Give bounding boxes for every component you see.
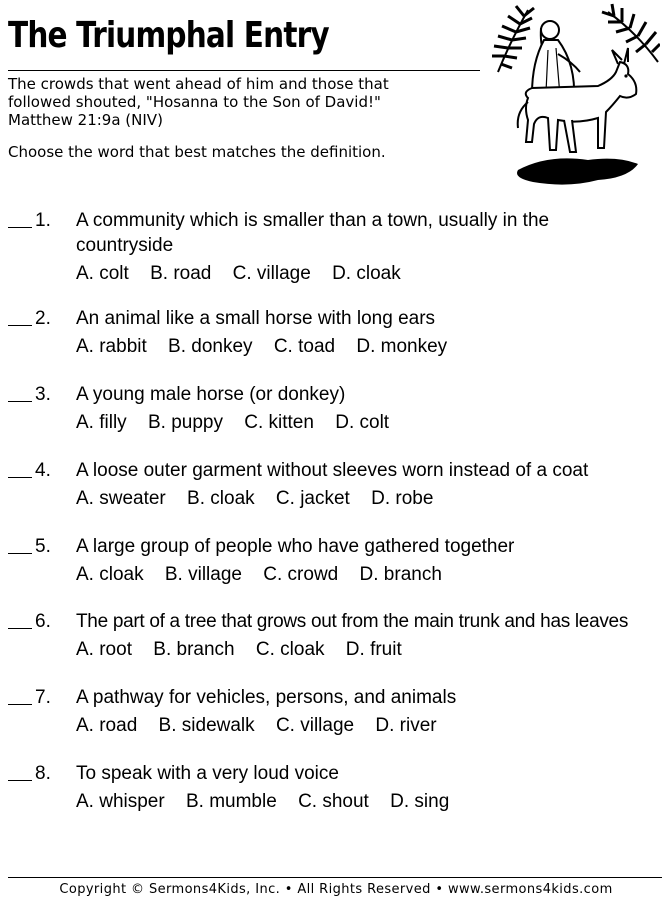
question-number: 8.: [35, 763, 51, 784]
question-number: 2.: [35, 308, 51, 329]
footer-divider: [8, 877, 662, 878]
option-c: C. kitten: [244, 412, 314, 433]
question-text: A large group of people who have gathered together: [76, 536, 515, 557]
question-text: A community which is smaller than a town, usually in the countryside: [76, 210, 550, 256]
option-b: B. road: [150, 263, 212, 284]
option-c: C. village: [275, 715, 355, 736]
instructions: Choose the word that best matches the definition.: [8, 143, 386, 161]
jesus-on-donkey-with-palm-branches-icon: [488, 2, 660, 190]
option-d: D. colt: [335, 412, 390, 433]
option-a: A. whisper: [76, 791, 165, 812]
option-a: A. rabbit: [76, 336, 147, 357]
answer-blank[interactable]: [8, 553, 32, 554]
option-c: C. jacket: [275, 488, 350, 509]
option-c: C. cloak: [255, 639, 325, 660]
question-text: A loose outer garment without sleeves worn instead of a coat: [76, 460, 589, 481]
option-d: D. sing: [390, 791, 450, 812]
option-b: B. branch: [153, 639, 235, 660]
option-d: D. river: [375, 715, 437, 736]
answer-blank[interactable]: [8, 628, 32, 629]
verse-line: The crowds that went ahead of him and those that: [8, 75, 389, 93]
option-b: B. donkey: [168, 336, 253, 357]
page-title: The Triumphal Entry: [8, 15, 329, 56]
option-d: D. monkey: [356, 336, 448, 357]
answer-blank[interactable]: [8, 477, 32, 478]
verse-reference: Matthew 21:9a (NIV): [8, 111, 163, 129]
option-d: D. robe: [371, 488, 434, 509]
option-a: A. colt: [76, 263, 129, 284]
option-a: A. sweater: [76, 488, 166, 509]
option-a: A. root: [76, 639, 132, 660]
question-number: 7.: [35, 687, 51, 708]
answer-blank[interactable]: [8, 704, 32, 705]
option-b: B. sidewalk: [158, 715, 255, 736]
copyright-footer: Copyright © Sermons4Kids, Inc. • All Rights Reserved • www.sermons4kids.com: [59, 882, 613, 897]
question-text: An animal like a small horse with long ears: [76, 308, 436, 329]
question-number: 5.: [35, 536, 51, 557]
question-text: A pathway for vehicles, persons, and animals: [76, 687, 457, 708]
scripture-verse: [8, 75, 488, 129]
option-c: C. shout: [298, 791, 369, 812]
answer-blank[interactable]: [8, 227, 32, 228]
question-number: 3.: [35, 384, 51, 405]
option-b: B. cloak: [187, 488, 255, 509]
question-text: To speak with a very loud voice: [76, 763, 339, 784]
question-number: 1.: [35, 210, 51, 231]
answer-blank[interactable]: [8, 325, 32, 326]
option-c: C. crowd: [263, 564, 339, 585]
question-number: 4.: [35, 460, 51, 481]
title-divider: [8, 70, 480, 71]
answer-blank[interactable]: [8, 780, 32, 781]
option-c: C. toad: [273, 336, 336, 357]
verse-line: followed shouted, "Hosanna to the Son of David!": [8, 93, 381, 111]
option-a: A. road: [76, 715, 138, 736]
question-number: 6.: [35, 611, 51, 632]
option-b: B. mumble: [185, 791, 277, 812]
question-text: The part of a tree that grows out from the main trunk and has leaves: [76, 611, 629, 632]
option-b: B. village: [164, 564, 242, 585]
option-a: A. filly: [76, 412, 127, 433]
option-d: D. branch: [359, 564, 442, 585]
option-b: B. puppy: [147, 412, 223, 433]
option-c: C. village: [232, 263, 311, 284]
question-text: A young male horse (or donkey): [76, 384, 346, 405]
answer-blank[interactable]: [8, 401, 32, 402]
option-d: D. fruit: [345, 639, 402, 660]
option-d: D. cloak: [332, 263, 401, 284]
option-a: A. cloak: [76, 564, 144, 585]
